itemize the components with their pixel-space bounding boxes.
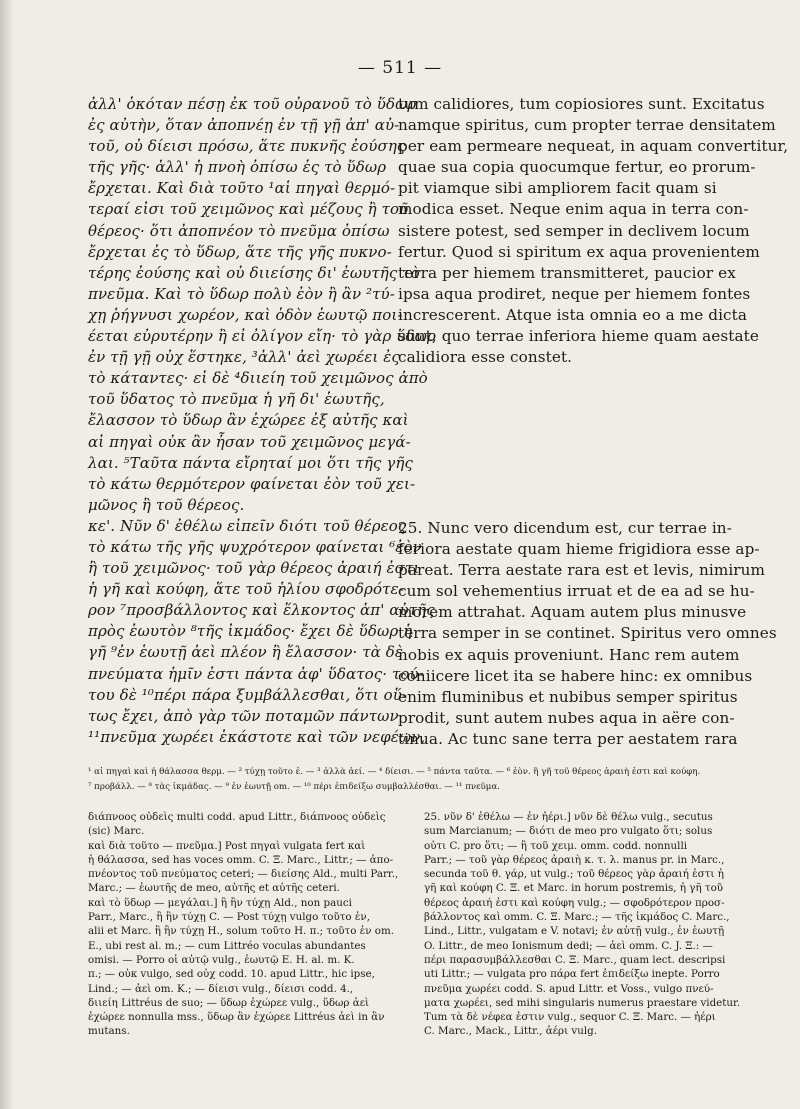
apparatus-line: secunda τοῦ θ. γάρ, ut vulg.; τοῦ θέρεος γὰρ ἀραιή ἐστι ἡ: [424, 868, 724, 881]
latin-text-line: tum calidiores, tum copiosiores sunt. Excitatus: [398, 95, 765, 113]
latin-text-line: tinua. Ac tunc sane terra per aestatem rara: [398, 729, 738, 748]
greek-text-line: του δὲ ¹⁰πέρι πάρα ξυμβάλλεσθαι, ὅτι οὕ-: [88, 685, 408, 704]
latin-text-line: coniicere licet ita se habere hinc: ex omnibus: [398, 666, 753, 685]
apparatus-line: ἡ θάλασσα, sed has voces omm. C. Ξ. Marc., Littr.; — ἀπο-: [88, 853, 394, 866]
critical-apparatus-left: [88, 810, 410, 1039]
greek-text-line: τὸ κάτω τῆς γῆς ψυχρότερον φαίνεται ⁶ἐὸν: [88, 537, 422, 556]
greek-text-line: τέρης ἐούσης καὶ οὐ διιείσης δι' ἑωυτῆς τὸ: [88, 263, 420, 282]
greek-text-line: λαι. ⁵Ταῦτα πάντα εἴρηταί μοι ὅτι τῆς γῆς: [88, 453, 413, 472]
latin-text-line: namque spiritus, cum propter terrae densitatem: [398, 116, 776, 135]
greek-text-line: ἢ τοῦ χειμῶνος· τοῦ γὰρ θέρεος ἀραιή ἐστι: [88, 559, 420, 578]
latin-text-line: enim fluminibus et nubibus semper spiritus: [398, 687, 738, 706]
apparatus-line: E., ubi rest al. m.; — cum Littréo voculas abundantes: [88, 939, 366, 952]
greek-text-line: πρὸς ἑωυτὸν ⁸τῆς ἰκμάδος· ἔχει δὲ ὕδωρ ἡ: [88, 622, 413, 641]
latin-text-line: terra semper in se continet. Spiritus vero omnes: [398, 624, 777, 643]
footnote-line: ¹ αἱ πηγαὶ καὶ ἡ θάλασσα θερμ. — ² τύχῃ τοῦτο ἐ. — ³ ἀλλὰ ἀεί. — ⁴ δίεισι. — ⁵ πάντα ταῦτα. — ⁶ ἐὸν. ἢ γῆ τοῦ θέρεος ἀραιὴ ἐστι καὶ κούφη.: [88, 767, 701, 777]
apparatus-line: πέρι παρασυμβάλλεσθαι C. Ξ. Marc., quam lect. descripsi: [424, 953, 726, 966]
latin-text-line: calidiora esse constet.: [398, 348, 573, 367]
greek-text-line: έεται εὐρυτέρην ἢ εἰ ὀλίγον εἴη· τὸ γὰρ ὕδωρ: [88, 327, 436, 346]
latin-text-line: nobis ex aquis proveniunt. Hanc rem autem: [398, 645, 740, 664]
greek-text-line: χῃ ῥήγνυσι χωρέον, καὶ ὁδὸν ἑωυτῷ ποι-: [88, 305, 403, 324]
apparatus-line: οὐτι C. pro ὅτι; — ἢ τοῦ χειμ. omm. codd. nonnulli: [424, 839, 688, 852]
critical-apparatus-right: [424, 810, 748, 1039]
greek-text-line: πνεῦμα. Καὶ τὸ ὕδωρ πολὺ ἐὸν ἢ ἂν ²τύ-: [88, 284, 395, 303]
greek-text-line: ἔρχεται ἐς τὸ ὕδωρ, ἅτε τῆς γῆς πυκνο-: [88, 242, 392, 261]
greek-text-line: τεραί εἰσι τοῦ χειμῶνος καὶ μέζους ἢ τοῦ: [88, 200, 409, 219]
latin-text-line: feriora aestate quam hieme frigidiora esse ap-: [398, 540, 760, 559]
apparatus-line: διιείη Littréus de suo; — ὕδωρ ἐχώρεε vulg., ὕδωρ ἀεὶ: [88, 996, 370, 1009]
latin-text-line: sunt, quo terrae inferiora hieme quam aestate: [398, 327, 759, 346]
greek-text-line: ρον ⁷προσβάλλοντος καὶ ἕλκοντος ἀπ' αὐτῆς: [88, 601, 435, 620]
greek-text-line: ἡ γῆ καὶ κούφη, ἅτε τοῦ ἡλίου σφοδρότε-: [88, 580, 404, 599]
latin-text-line: quae sua copia quocumque fertur, eo prorum-: [398, 158, 756, 177]
apparatus-line: πνεῦμα χωρέει codd. S. apud Littr. et Voss., vulgo πνεύ-: [424, 982, 714, 995]
greek-text-line: ἔλασσον τὸ ὕδωρ ἂν ἐχώρεε ἐξ αὐτῆς καὶ: [88, 411, 409, 430]
greek-text-line: γῆ ⁹ἐν ἑωυτῇ ἀεὶ πλέον ἢ ἔλασσον· τὰ δὲ: [88, 643, 404, 662]
latin-text-line: modica esset. Neque enim aqua in terra con-: [398, 200, 749, 219]
greek-text-line: τοῦ ὕδατος τὸ πνεῦμα ἡ γῆ δι' ἑωυτῆς,: [88, 390, 385, 409]
greek-text-line: τὸ κάταντες· εἰ δὲ ⁴διιείη τοῦ χειμῶνος ἀπὸ: [88, 369, 428, 388]
apparatus-line: Parr., Marc., ἢ ἢν τύχῃ C. — Post τύχῃ vulgo τοῦτο ἐν,: [88, 911, 370, 924]
apparatus-line: π.; — οὐκ vulgo, sed οὐχ codd. 10. apud Littr., hic ipse,: [88, 968, 375, 981]
latin-text-line: pareat. Terra aestate rara est et levis, nimirum: [398, 561, 766, 580]
latin-text-line: morem attrahat. Aquam autem plus minusve: [398, 603, 747, 622]
apparatus-line: 25. νῦν δ' ἐθέλω — ἐν ἠέρι.] νῦν δὲ θέλω vulg., secutus: [424, 811, 713, 823]
apparatus-line: O. Littr., de meo Ionismum dedi; — ἀεὶ omm. C. J. Ξ.: —: [424, 939, 713, 952]
latin-text-line: 25. Nunc vero dicendum est, cur terrae in-: [398, 519, 732, 537]
apparatus-line: ἐχώρεε nonnulla mss., ὕδωρ ἂν ἐχώρεε Littréus ἀεὶ in ἂν: [88, 1011, 385, 1024]
apparatus-line: alii et Marc. ἢ ἢν τύχῃ H., solum τοῦτο H. π.; τοῦτο ἐν om.: [88, 925, 394, 938]
footnotes: [88, 765, 748, 795]
apparatus-line: καὶ διὰ τοῦτο — πνεῦμα.] Post πηγαὶ vulgata fert καὶ: [88, 839, 366, 852]
greek-text-line: πνεύματα ἡμῖν ἐστι πάντα ἀφ' ὕδατος· τού-: [88, 664, 424, 683]
latin-text-line: ipsa aqua prodiret, neque per hiemem fontes: [398, 284, 751, 303]
latin-text-line: increscerent. Atque ista omnia eo a me dicta: [398, 305, 747, 324]
greek-text-line: αἱ πηγαὶ οὐκ ἂν ἦσαν τοῦ χειμῶνος μεγά-: [88, 432, 411, 451]
latin-text-line: fertur. Quod si spiritum ex aqua provenientem: [398, 242, 760, 261]
greek-text-line: ἔρχεται. Καὶ διὰ τοῦτο ¹αἱ πηγαὶ θερμό-: [88, 179, 396, 198]
latin-text-line: sistere potest, sed semper in declivem locum: [398, 221, 750, 240]
greek-text-line: τῆς γῆς· ἀλλ' ἡ πνοὴ ὀπίσω ἐς τὸ ὕδωρ: [88, 158, 387, 177]
latin-text-column-lower: [398, 518, 777, 750]
apparatus-line: θέρεος ἀραιή ἐστι καὶ κούφη vulg.; — σφοδρότερον προσ-: [424, 896, 725, 909]
apparatus-line: διάπνοος οὐδεὶς multi codd. apud Littr., διάπνοος οὐδεὶς: [88, 811, 386, 823]
greek-text-line: τως ἔχει, ἀπὸ γὰρ τῶν ποταμῶν πάντων: [88, 706, 399, 725]
footnote-line: ⁷ προβάλλ. — ⁸ τὰς ἰκμάδας. — ⁹ ἐν ἑωυτῇ om. — ¹⁰ πέρι ἐπιδείξω συμβαλλέσθαι. — ¹¹ πνεῦμα.: [88, 782, 500, 792]
greek-text-line: τοῦ, οὐ δίεισι πρόσω, ἅτε πυκνῆς ἐούσης: [88, 137, 406, 156]
apparatus-line: uti Littr.; — vulgata pro πάρα fert ἐπιδείξω inepte. Porro: [424, 968, 720, 981]
apparatus-line: ματα χωρέει, sed mihi singularis numerus praestare videtur.: [424, 996, 741, 1009]
greek-text-line: ἐς αὐτὴν, ὅταν ἀποπνέῃ ἐν τῇ γῇ ἀπ' αὐ-: [88, 116, 400, 135]
apparatus-line: (sic) Marc.: [88, 825, 145, 838]
latin-text-line: terra per hiemem transmitteret, paucior ex: [398, 263, 736, 282]
greek-text-line: θέρεος· ὅτι ἀποπνέον τὸ πνεῦμα ὀπίσω: [88, 221, 390, 240]
greek-text-line: μῶνος ἢ τοῦ θέρεος.: [88, 495, 245, 514]
greek-text-line: ἀλλ' ὁκόταν πέσῃ ἐκ τοῦ οὐρανοῦ τὸ ὕδωρ: [88, 95, 417, 113]
greek-text-line: ἐν τῇ γῇ οὐχ ἕστηκε, ³ἀλλ' ἀεὶ χωρέει ἐς: [88, 348, 400, 367]
latin-text-line: cum sol vehementius irruat et de ea ad se hu-: [398, 582, 755, 601]
latin-text-line: prodit, sunt autem nubes aqua in aëre con-: [398, 708, 735, 727]
latin-text-column-upper: [398, 94, 789, 368]
apparatus-line: Marc.; — ἑωυτῆς de meo, αὐτῆς et αὐτῆς ceteri.: [88, 882, 340, 895]
greek-text-line: κε'. Νῦν δ' ἐθέλω εἰπεῖν διότι τοῦ θέρεος: [88, 516, 407, 535]
latin-text-line: per eam permeare nequeat, in aquam convertitur,: [398, 137, 789, 156]
page-number: — 511 —: [357, 58, 443, 78]
apparatus-line: πνέοντος τοῦ πνεύματος ceteri; — διείσης Ald., multi Parr.,: [88, 868, 399, 881]
greek-text-column: [88, 94, 436, 748]
apparatus-line: καὶ τὸ ὕδωρ — μεγάλαι.] ἢ ἢν τύχῃ Ald., non pauci: [88, 896, 352, 909]
apparatus-line: C. Marc., Mack., Littr., ἀέρι vulg.: [424, 1025, 598, 1038]
greek-text-line: τὸ κάτω θερμότερον φαίνεται ἐὸν τοῦ χει-: [88, 474, 416, 493]
apparatus-line: Tum τὰ δὲ νέφεα ἐστιν vulg., sequor C. Ξ. Marc. — ἠέρι: [424, 1011, 716, 1024]
apparatus-line: omisi. — Porro οἱ αὐτῷ vulg., ἑωυτῷ E. H. al. m. K.: [88, 953, 355, 966]
apparatus-line: γῆ καὶ κούφη C. Ξ. et Marc. in horum postremis, ἡ γῆ τοῦ: [424, 882, 724, 895]
apparatus-line: mutans.: [88, 1025, 130, 1038]
apparatus-line: Lind., Littr., vulgatam e V. notavi; ἐν αὐτῇ vulg., ἐν ἑωυτῇ: [424, 925, 725, 938]
apparatus-line: Parr.; — τοῦ γὰρ θέρεος ἀραιὴ κ. τ. λ. manus pr. in Marc.,: [424, 853, 725, 866]
apparatus-line: βάλλοντος καὶ omm. C. Ξ. Marc.; — τῆς ἰκμάδος C. Marc.,: [424, 911, 730, 924]
greek-text-line: ¹¹πνεῦμα χωρέει ἑκάστοτε καὶ τῶν νεφέων,: [88, 727, 426, 746]
latin-text-line: pit viamque sibi ampliorem facit quam si: [398, 179, 717, 198]
apparatus-line: sum Marcianum; — διότι de meo pro vulgato ὅτι; solus: [424, 825, 713, 838]
apparatus-line: Lind.; — ἀεὶ om. K.; — δίεισι vulg., δίεισι codd. 4.,: [88, 982, 354, 995]
page-gutter-shadow: [0, 0, 14, 1109]
